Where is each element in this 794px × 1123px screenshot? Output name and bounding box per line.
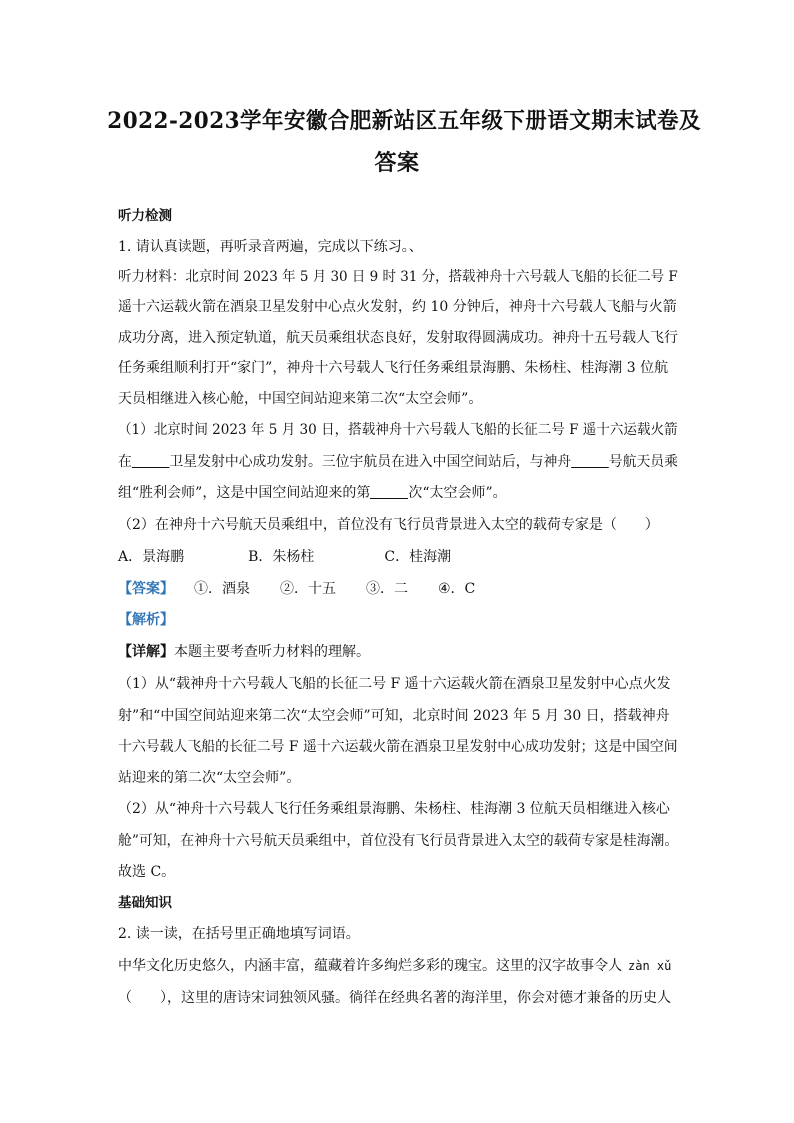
question-2-prompt: 2. 读一读，在括号里正确地填写词语。 xyxy=(118,926,360,942)
detail-row xyxy=(118,642,370,662)
document-title-line-2: 答案 xyxy=(374,150,420,176)
detail-2-line: 故选 C。 xyxy=(118,864,176,880)
document-title-line-1: 2022-2023学年安徽合肥新站区五年级下册语文期末试卷及 xyxy=(107,108,701,134)
fill-blank-2 xyxy=(571,453,609,468)
answer-label: 【答案】 xyxy=(118,581,174,597)
sub-question-1-text-d: 组“胜利会师”，这是中国空间站迎来的第 xyxy=(118,485,371,501)
listening-material-line: 遥十六运载火箭在酒泉卫星发射中心点火发射，约 10 分钟后，神舟十六号载人飞船与火箭 xyxy=(118,299,677,315)
detail-1-line: 站迎来的第二次“太空会师”。 xyxy=(118,770,301,786)
option-a: A．景海鹏 xyxy=(118,549,185,565)
sub-question-1-line-3 xyxy=(118,483,507,503)
question-2-line-2: （ ），这里的唐诗宋词独领风骚。徜徉在经典名著的海洋里，你会对德才兼备的历史人 xyxy=(118,990,671,1006)
answer-3: ③．二 xyxy=(366,581,408,597)
question-1-prompt: 1. 请认真读题，再听录音两遍，完成以下练习。、 xyxy=(118,239,423,255)
answer-1: ①．酒泉 xyxy=(194,581,250,597)
detail-1-line: 射”和“中国空间站迎来第二次“太空会师”可知，北京时间 2023 年 5 月 30 日，搭载神舟 xyxy=(118,708,670,724)
sub-question-1-text-a: 在 xyxy=(118,454,132,470)
detail-intro: 本题主要考查听力材料的理解。 xyxy=(174,644,370,660)
question-2-text: 中华文化历史悠久，内涵丰富，蕴藏着许多绚烂多彩的瑰宝。这里的汉字故事令人 xyxy=(118,958,622,974)
answer-2: ②．十五 xyxy=(280,581,336,597)
analysis-row xyxy=(118,610,174,630)
sub-question-2: （2）在神舟十六号航天员乘组中，首位没有飞行员背景进入太空的载荷专家是（ ） xyxy=(118,517,659,533)
detail-label: 【详解】 xyxy=(118,644,174,660)
listening-material-line: 天员相继进入核心舱，中国空间站迎来第二次“太空会师”。 xyxy=(118,391,483,407)
sub-question-1-line-1: （1）北京时间 2023 年 5 月 30 日，搭载神舟十六号载人飞船的长征二号 F 遥十六运载火箭 xyxy=(118,422,678,438)
analysis-label: 【解析】 xyxy=(118,612,174,628)
answer-row xyxy=(118,579,475,599)
sub-question-1-text-b: 卫星发射中心成功发射。三位宇航员在进入中国空间站后，与神舟 xyxy=(169,454,572,470)
answer-options xyxy=(118,547,451,567)
listening-material-line: 成功分离，进入预定轨道，航天员乘组状态良好，发射取得圆满成功。神舟十五号载人飞行 xyxy=(118,330,678,346)
detail-1-line: （1）从“载神舟十六号载人飞船的长征二号 F 遥十六运载火箭在酒泉卫星发射中心点火发 xyxy=(118,676,671,692)
answer-4: ④．C xyxy=(438,581,476,597)
sub-question-1-line-2 xyxy=(118,452,678,472)
detail-1-line: 十六号载人飞船的长征二号 F 遥十六运载火箭在酒泉卫星发射中心成功发射；这是中国空间 xyxy=(118,739,678,755)
option-b: B．朱杨柱 xyxy=(248,549,315,565)
detail-2-line: （2）从“神舟十六号载人飞行任务乘组景海鹏、朱杨柱、桂海潮 3 位航天员相继进入核心 xyxy=(118,801,670,817)
question-2-line-1 xyxy=(118,956,671,976)
listening-material-line: 任务乘组顺利打开“家门”，神舟十六号载人飞行任务乘组景海鹏、朱杨柱、桂海潮 3 位航 xyxy=(118,360,669,376)
pinyin-hint: zàn xǔ xyxy=(628,959,672,973)
fill-blank-3 xyxy=(370,484,408,499)
listening-material-line: 听力材料：北京时间 2023 年 5 月 30 日 9 时 31 分，搭载神舟十六号载人飞船的长征二号 F xyxy=(118,269,678,285)
section-heading-basics: 基础知识 xyxy=(118,895,172,911)
sub-question-1-text-e: 次“太空会师”。 xyxy=(408,485,507,501)
detail-2-line: 舱”可知，在神舟十六号航天员乘组中，首位没有飞行员背景进入太空的载荷专家是桂海潮。 xyxy=(118,833,679,849)
section-heading-listening: 听力检测 xyxy=(118,208,172,224)
fill-blank-1 xyxy=(132,453,170,468)
sub-question-1-text-c: 号航天员乘 xyxy=(608,454,679,470)
option-c: C．桂海潮 xyxy=(384,549,452,565)
